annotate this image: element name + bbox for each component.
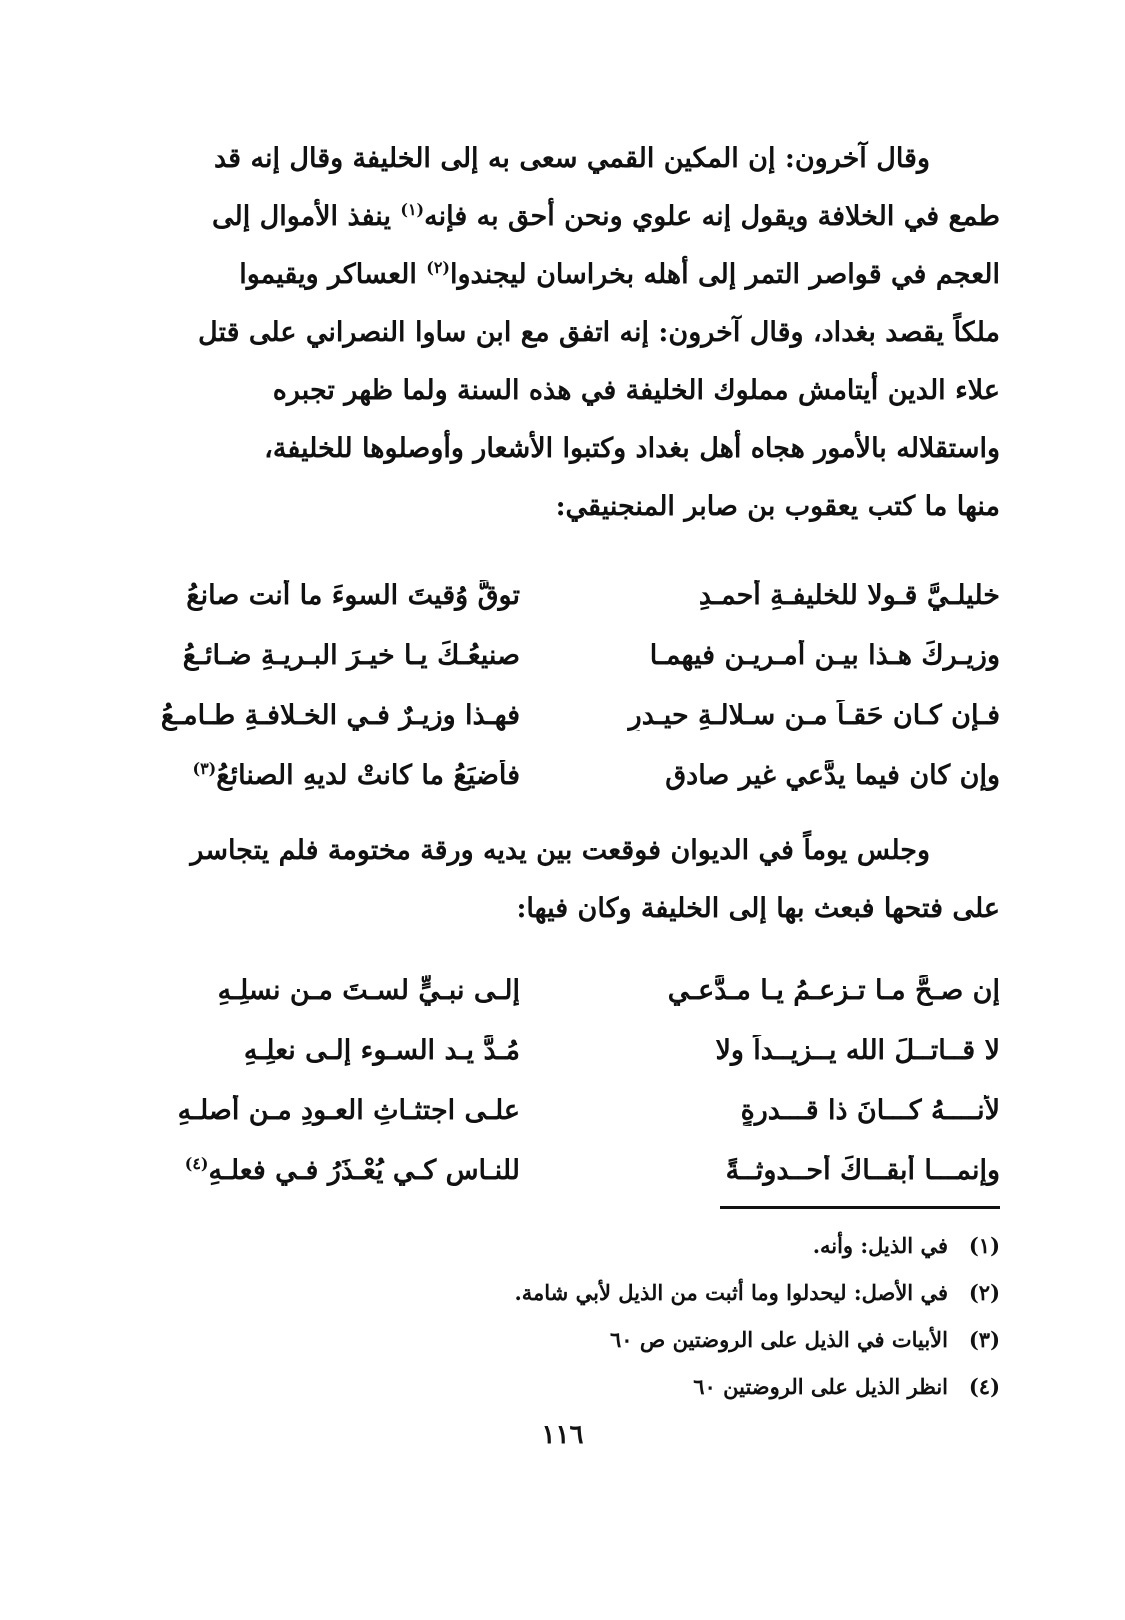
footnote-text: الأبيات في الذيل على الروضتين ص ٦٠ — [610, 1327, 948, 1352]
paragraph-line: ملكاً يقصد بغداد، وقال آخرون: إنه اتفق مع ابن ساوا النصراني على قتل — [198, 317, 1000, 348]
paragraph-line: علاء الدين أيتامش مملوك الخليفة في هذه السنة ولما ظهر تجبره — [272, 375, 1000, 406]
verse-second-hemistich: صنيعُـكَ يـا خيـرَ البـريـةِ ضـائـعُ — [182, 639, 520, 671]
paragraph-2 — [130, 822, 1000, 938]
paragraph-line: وجلس يوماً في الديوان فوقعت بين يديه ورقة مختومة فلم يتجاسر — [190, 835, 930, 866]
verse-first-hemistich: لأنــــهُ كـــانَ ذا قـــدرةٍ — [740, 1094, 1000, 1126]
verse — [130, 1080, 1000, 1140]
verse-second-hemistich: مُـدَّ يـد السـوء إلـى نعلِـهِ — [243, 1034, 520, 1066]
verse-first-hemistich: إن صـحَّ مـا تـزعـمُ يـا مـدَّعـي — [667, 974, 1000, 1006]
verse — [130, 565, 1000, 625]
footnote-text: في الأصل: ليحدلوا وما أثبت من الذيل لأبي شامة. — [514, 1280, 948, 1305]
paragraph-line — [130, 188, 1000, 246]
footnote-number: (٣) — [968, 1327, 1000, 1352]
paragraph-line-text: العساكر ويقيموا — [239, 259, 427, 290]
verse-first-hemistich: خليلـيَّ قـولا للخليفـةِ أحمـدِ — [698, 579, 1000, 611]
paragraph-line-text: طمع في الخلافة ويقول إنه علوي ونحن أحق به فإنه — [424, 201, 1000, 232]
verse-first-hemistich: لا قــاتــلَ الله يــزيــداً ولا — [715, 1034, 1000, 1066]
verse — [130, 625, 1000, 685]
paragraph-line — [130, 246, 1000, 304]
verse-first-hemistich: وإنمـــا أبقــاكَ أحــدوثــةً — [725, 1154, 1000, 1186]
footnote-ref: (١) — [400, 200, 425, 219]
poem-1 — [130, 565, 1000, 805]
verse-second-hemistich — [130, 1155, 520, 1186]
verse-first-hemistich: وزيـركَ هـذا بيـن أمـريـنِ فيهمـا — [649, 639, 1000, 671]
paragraph-line: واستقلاله بالأمور هجاه أهل بغداد وكتبوا الأشعار وأوصلوها للخليفة، — [264, 433, 1000, 464]
footnote-text: انظر الذيل على الروضتين ٦٠ — [693, 1374, 948, 1399]
verse-second-hemistich: إلـى نبـيٍّ لسـتَ مـن نسلِـهِ — [217, 974, 520, 1006]
paragraph-1 — [130, 130, 1000, 536]
verse — [130, 1140, 1000, 1200]
footnote-ref: (٤) — [184, 1154, 209, 1173]
verse-second-hemistich: توقَّ وُقيتَ السوءَ ما أنت صانعُ — [186, 579, 520, 611]
paragraph-line-text: ينفذ الأموال إلى — [212, 201, 401, 232]
verse — [130, 960, 1000, 1020]
verse — [130, 1020, 1000, 1080]
footnote-number: (٤) — [968, 1374, 1000, 1399]
paragraph-line: منها ما كتب يعقوب بن صابر المنجنيقي: — [555, 491, 1000, 522]
verse-second-hemistich: علـى اجتثـاثِ العـودِ مـن أصلـهِ — [177, 1094, 520, 1126]
poem-2 — [130, 960, 1000, 1200]
verse-second-hemistich — [130, 760, 520, 791]
footnote — [130, 1269, 1000, 1316]
footnote — [130, 1363, 1000, 1410]
verse — [130, 745, 1000, 805]
footnote-ref: (٢) — [426, 258, 450, 277]
footnote-divider — [720, 1206, 1000, 1209]
verse-second-hemistich: فهـذا وزيـرٌ فـي الخـلافـةِ طـامـعُ — [160, 699, 520, 731]
paragraph-line-text: العجم في قواصر التمر إلى أهله بخراسان ليجندوا — [450, 259, 1000, 290]
footnote-number: (٢) — [968, 1280, 1000, 1305]
footnote — [130, 1222, 1000, 1269]
paragraph-line: وقال آخرون: إن المكين القمي سعى به إلى الخليفة وقال إنه قد — [213, 143, 930, 174]
verse — [130, 685, 1000, 745]
footnote-number: (١) — [968, 1233, 1000, 1258]
paragraph-line: على فتحها فبعث بها إلى الخليفة وكان فيها: — [516, 893, 1000, 924]
hemistich-text: للنـاسِ كـي يُعْـذَرُ فـي فعلـهِ — [208, 1154, 520, 1186]
verse-first-hemistich: فـإن كـان حَقـاً مـن سـلالـةِ حيـدرٍ — [628, 699, 1000, 731]
hemistich-text: فأضيَعُ ما كانتْ لديهِ الصنائعُ — [216, 759, 520, 791]
verse-first-hemistich: وإن كان فيما يدَّعي غير صادقٍ — [665, 759, 1000, 791]
footnote — [130, 1316, 1000, 1363]
page-number: ١١٦ — [541, 1420, 584, 1450]
footnote-text: في الذيل: وأنه. — [812, 1233, 948, 1258]
footnote-ref: (٣) — [192, 759, 217, 778]
footnotes — [130, 1222, 1000, 1410]
